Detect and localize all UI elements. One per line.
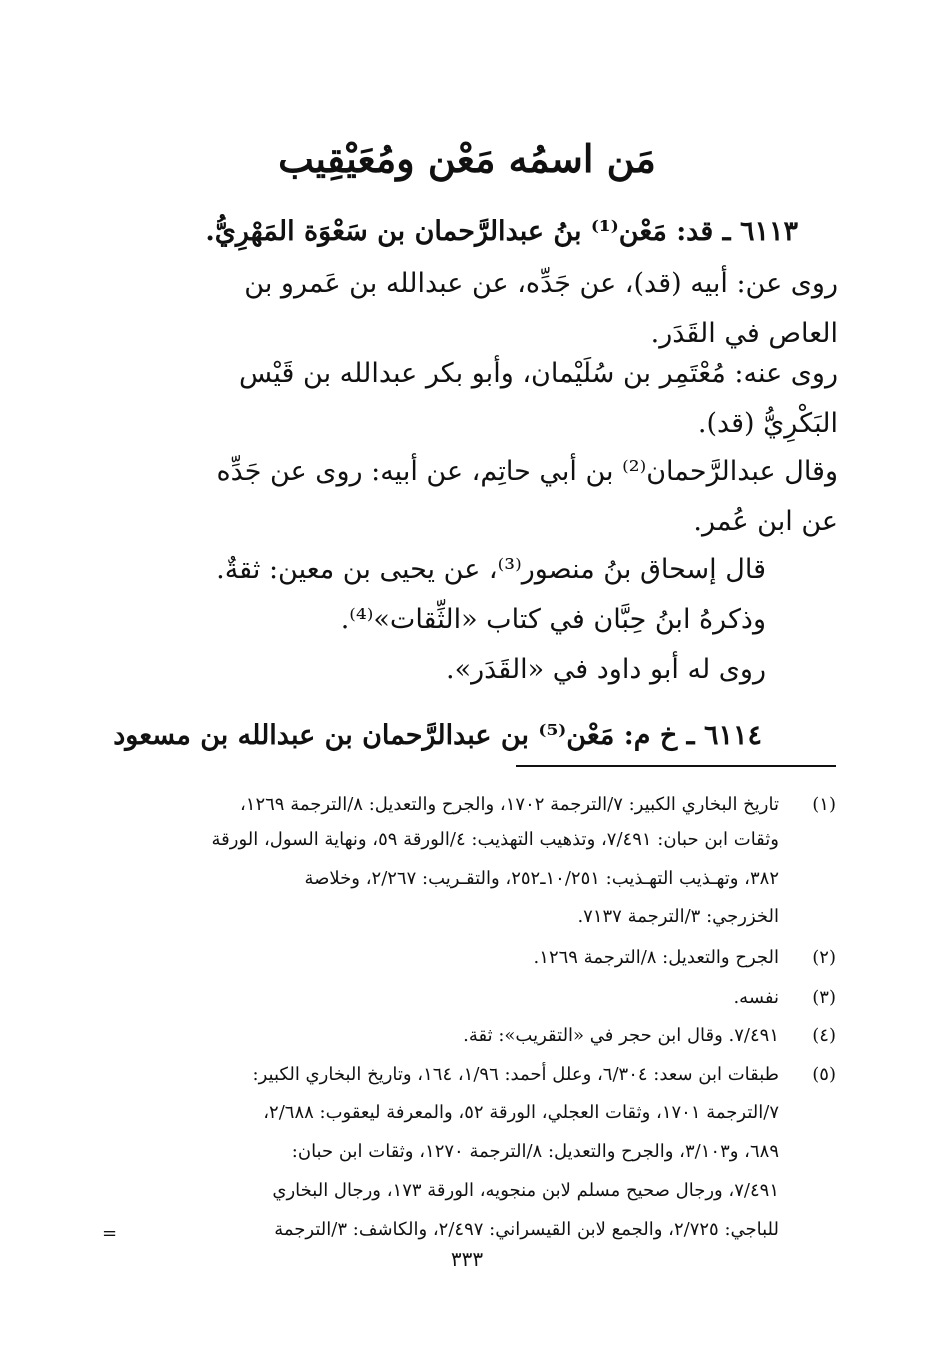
footnote-line: ٧/٤٩١، ورجال صحيح مسلم لابن منجويه، الورقة ١٧٣، ورجال البخاري: [272, 1180, 779, 1201]
entry-6113-text: البَكْرِيُّ (قد).: [697, 408, 838, 439]
footnote-number: (٣): [812, 987, 836, 1008]
entry-6113-text: العاص في القَدَر.: [650, 318, 838, 349]
footnote-number: (٤): [812, 1025, 836, 1046]
entry-6113-narrated-by: روى عنه: مُعْتَمِر بن سُلَيْمان، وأبو بكر عبدالله بن قَيْس: [238, 358, 838, 389]
entry-6113-text: قال إسحاق بنُ منصور⁽³⁾، عن يحيى بن معين: ثقةٌ.: [216, 554, 766, 585]
footnote-number: (٥): [812, 1064, 836, 1085]
footnote-line: ٣٨٢، وتهـذيب التهـذيب: ١٠/٢٥١ـ٢٥٢، والتقـريب: ٢/٢٦٧، وخلاصة: [304, 868, 779, 889]
entry-6113-text: وقال عبدالرَّحمان⁽²⁾ بن أبي حاتِم، عن أبيه: روى عن جَدِّه: [216, 456, 838, 487]
section-heading: مَن اسمُه مَعْن ومُعَيْقِيب: [278, 136, 656, 181]
footnote-line: تاريخ البخاري الكبير: ٧/الترجمة ١٧٠٢، والجرح والتعديل: ٨/الترجمة ١٢٦٩،: [239, 794, 779, 815]
footnote-line: وثقات ابن حبان: ٧/٤٩١، وتذهيب التهذيب: ٤/الورقة ٥٩، ونهاية السول، الورقة: [211, 829, 779, 850]
footnote-number: (٢): [812, 947, 836, 968]
entry-6113-text: روى له أبو داود في «القَدَر».: [445, 654, 766, 685]
entry-6114-heading: ٦١١٤ ـ خ م: مَعْن⁽⁵⁾ بن عبدالرَّحمان بن عبدالله بن مسعود: [113, 720, 762, 751]
entry-6113-text: عن ابن عُمر.: [693, 506, 838, 537]
continuation-mark: =: [102, 1223, 118, 1244]
footnote-separator: [516, 765, 836, 767]
footnote-line: نفسه.: [733, 987, 779, 1008]
footnote-line: ٦٨٩، و٣/١٠٣، والجرح والتعديل: ٨/الترجمة ١٢٧٠، وثقات ابن حبان:: [291, 1141, 779, 1162]
footnote-line: الخزرجي: ٣/الترجمة ٧١٣٧.: [577, 906, 779, 927]
footnote-line: طبقات ابن سعد: ٦/٣٠٤، وعلل أحمد: ١/٩٦، ١٦٤، وتاريخ البخاري الكبير:: [252, 1064, 779, 1085]
footnote-line: ٧/٤٩١. وقال ابن حجر في «التقريب»: ثقة.: [463, 1025, 779, 1046]
footnote-line: ٧/الترجمة ١٧٠١، وثقات العجلي، الورقة ٥٢، والمعرفة ليعقوب: ٢/٦٨٨،: [263, 1102, 779, 1123]
page-number: ٣٣٣: [450, 1247, 484, 1271]
entry-6113-heading: ٦١١٣ ـ قد: مَعْن⁽¹⁾ بنُ عبدالرَّحمان بن سَعْوَة المَهْرِيُّ.: [205, 216, 798, 247]
entry-6113-narrated-from: روى عن: أبيه (قد)، عن جَدِّه، عن عبدالله بن عَمرو بن: [244, 268, 838, 299]
footnote-line: للباجي: ٢/٧٢٥، والجمع لابن القيسراني: ٢/٤٩٧، والكاشف: ٣/الترجمة: [274, 1219, 779, 1240]
footnote-number: (١): [812, 794, 836, 815]
entry-6113-text: وذكرهُ ابنُ حِبَّان في كتاب «الثِّقات»⁽⁴⁾.: [340, 604, 766, 635]
footnote-line: الجرح والتعديل: ٨/الترجمة ١٢٦٩.: [533, 947, 779, 968]
